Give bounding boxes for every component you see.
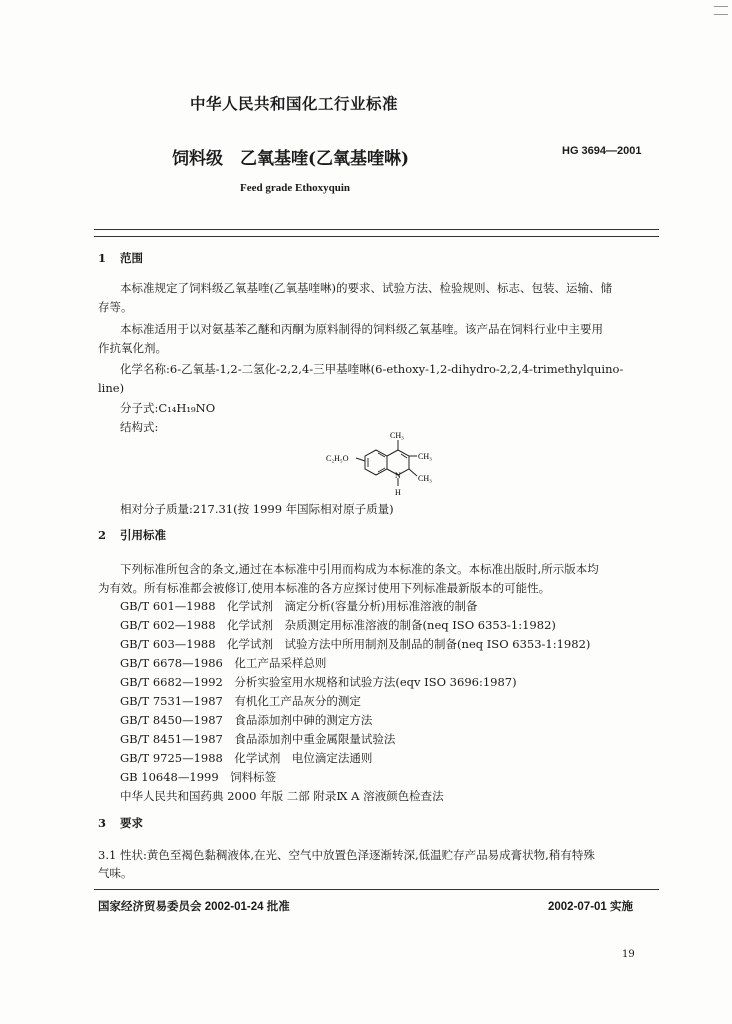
methyl-lower-label: CH₃ <box>418 474 432 483</box>
aromatic-bond <box>378 468 385 472</box>
reference-item: GB/T 602—1988 化学试剂 杂质测定用标准溶液的制备(neq ISO 6353-1:1982) <box>120 618 556 632</box>
reference-item: GB/T 9725—1988 化学试剂 电位滴定法通则 <box>120 751 373 765</box>
section-number: 1 <box>98 251 107 265</box>
formula-label: 分子式: <box>120 401 159 415</box>
page-title: 饲料级 乙氧基喹(乙氧基喹啉) <box>172 149 410 169</box>
reference-item: GB/T 8451—1987 食品添加剂中重金属限量试验法 <box>120 732 396 746</box>
reference-item: GB/T 603—1988 化学试剂 试验方法中所用制剂及制品的制备(neq ISO 6353-1:1982) <box>120 637 591 651</box>
section-number: 2 <box>98 528 107 542</box>
chemical-name-line-1: 化学名称:6-乙氧基-1,2-二氢化-2,2,4-三甲基喹啉(6-ethoxy-1,2-dihydro-2,2,4-trimethylquino- <box>120 362 624 376</box>
section-2-heading <box>98 527 166 543</box>
english-title: Feed grade Ethoxyquin <box>240 182 351 194</box>
reference-item: GB/T 7531—1987 有机化工产品灰分的测定 <box>120 694 361 708</box>
section-title: 引用标准 <box>120 528 166 542</box>
reference-pharmacopoeia: 中华人民共和国药典 2000 年版 二部 附录Ⅸ A 溶液颜色检查法 <box>120 789 444 803</box>
reference-item: GB/T 6678—1986 化工产品采样总则 <box>120 656 327 670</box>
chemical-name-line-2: line) <box>98 381 125 395</box>
page-number: 19 <box>622 949 635 960</box>
scope-para-2-line-1: 本标准适用于以对氨基苯乙醚和丙酮为原料制得的饲料级乙氧基喹。该产品在饲料行业中主要用 <box>120 322 603 336</box>
requirement-3-1-line-2: 气味。 <box>98 866 133 880</box>
approval-date: 国家经济贸易委员会 2002-01-24 批准 <box>98 901 290 913</box>
reference-item: GB 10648—1999 饲料标签 <box>120 770 277 784</box>
reference-item: GB/T 601—1988 化学试剂 滴定分析(容量分析)用标准溶液的制备 <box>120 599 478 613</box>
formula-value: C₁₄H₁₉NO <box>158 401 216 415</box>
scope-para-1-line-2: 存等。 <box>98 300 133 314</box>
requirement-3-1-line-1 <box>98 846 595 865</box>
section-title: 范围 <box>120 251 143 265</box>
structural-formula-diagram <box>320 428 450 502</box>
footer-divider <box>94 889 659 890</box>
standard-code: HG 3694—2001 <box>562 145 642 157</box>
scope-para-2-line-2: 作抗氧化剂。 <box>98 341 167 355</box>
methyl-right-label: CH₃ <box>418 452 432 461</box>
molecular-mass: 相对分子质量:217.31(按 1999 年国际相对原子质量) <box>120 502 394 516</box>
section-1-heading <box>98 250 143 266</box>
implementation-date: 2002-07-01 实施 <box>548 901 634 913</box>
hydrogen-label: H <box>395 488 401 497</box>
header-divider <box>94 229 659 230</box>
references-intro-line-1: 下列标准所包含的条文,通过在本标准中引用而构成为本标准的条文。本标准出版时,所示版本均 <box>120 562 599 576</box>
ethoxy-bond <box>356 458 365 461</box>
item-text: 性状:黄色至褐色黏稠液体,在光、空气中放置色泽逐渐转深,低温贮存产品易成膏状物,稍有特殊 <box>120 848 595 862</box>
scope-para-1-line-1: 本标准规定了饲料级乙氧基喹(乙氧基喹啉)的要求、试验方法、检验规则、标志、包装、运输、储 <box>120 281 612 295</box>
scan-mark <box>714 6 728 7</box>
reference-item: GB/T 8450—1987 食品添加剂中砷的测定方法 <box>120 713 373 727</box>
references-intro-line-2: 为有效。所有标准都会被修订,使用本标准的各方应探讨使用下列标准最新版本的可能性。 <box>98 581 551 595</box>
aromatic-bond <box>378 453 385 457</box>
section-number: 3 <box>98 816 107 830</box>
header-divider-second <box>94 236 659 237</box>
methyl-bond <box>409 469 417 476</box>
item-number: 3.1 <box>98 848 117 862</box>
nitrogen-label: N <box>395 471 401 480</box>
ethoxy-label: C₂H₅O <box>326 454 349 463</box>
section-3-heading <box>98 815 143 831</box>
structure-label: 结构式: <box>120 420 159 434</box>
standard-name: 中华人民共和国化工行业标准 <box>190 94 399 113</box>
reference-item: GB/T 6682—1992 分析实验室用水规格和试验方法(eqv ISO 3696:1987) <box>120 675 517 689</box>
section-title: 要求 <box>120 816 143 830</box>
molecular-formula <box>120 399 215 418</box>
methyl-top-label: CH₃ <box>390 431 404 440</box>
scan-mark <box>714 14 728 15</box>
